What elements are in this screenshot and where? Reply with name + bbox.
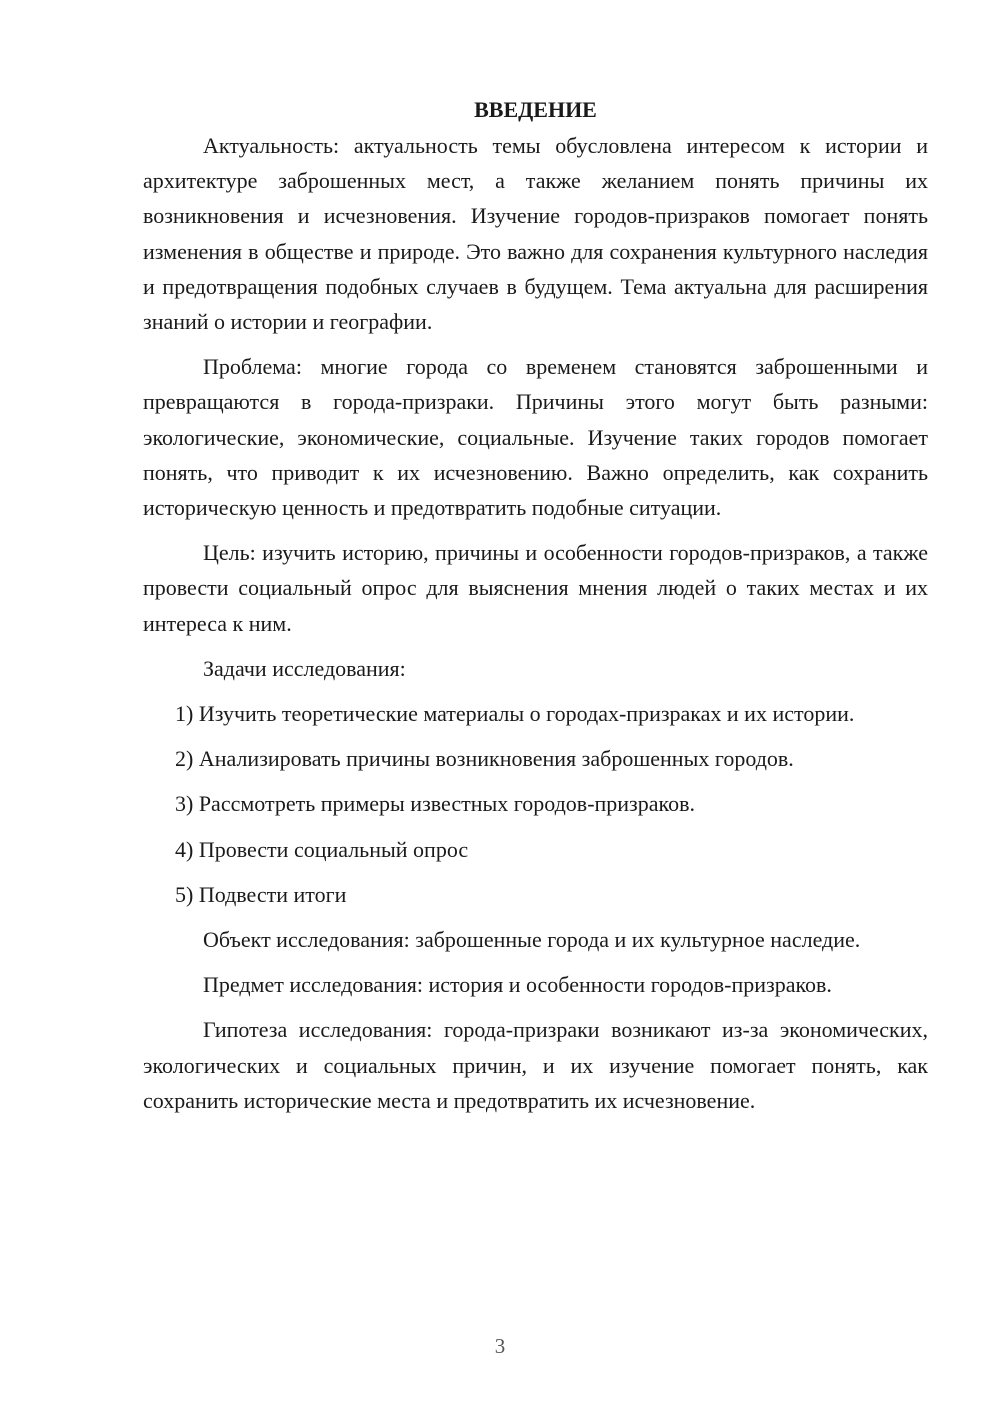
page-number: 3 [494,1334,506,1358]
task-item-1: 1) Изучить теоретические материалы о городах-призраках и их истории. [175,701,855,727]
object-paragraph: Объект исследования: заброшенные города и их культурное наследие. [203,927,861,953]
task-item-2: 2) Анализировать причины возникновения заброшенных городов. [175,746,794,772]
section-heading: ВВЕДЕНИЕ [474,97,597,122]
document-body [143,92,928,1128]
task-item-3: 3) Рассмотреть примеры известных городов-призраков. [175,791,695,817]
problem-paragraph: Проблема: многие города со временем становятся заброшенными и превращаются в города-призраки. Причины этого могут быть разными: экологические, экономические, социальные. Изучение таких городов помогает понять, что приводит к их исчезновению. Важно определить, как сохранить историческую ценность и предотвратить подобные ситуации. [143,354,928,521]
task-item-4: 4) Провести социальный опрос [175,836,469,862]
tasks-title: Задачи исследования: [203,655,406,681]
task-item-5: 5) Подвести итоги [175,881,347,907]
relevance-paragraph: Актуальность: актуальность темы обусловлена интересом к истории и архитектуре заброшенных мест, а также желанием понять причины их возникновения и исчезновения. Изучение городов-призраков помогает понять изменения в обществе и природе. Это важно для сохранения культурного наследия и предотвращения подобных случаев в будущем. Тема актуальна для расширения знаний о истории и географии. [143,133,928,335]
subject-paragraph: Предмет исследования: история и особенности городов-призраков. [203,972,832,998]
hypothesis-paragraph: Гипотеза исследования: города-призраки возникают из-за экономических, экологических и социальных причин, и их изучение помогает понять, как сохранить исторические места и предотвратить их исчезновение. [143,1017,928,1113]
goal-paragraph: Цель: изучить историю, причины и особенности городов-призраков, а также провести социальный опрос для выяснения мнения людей о таких местах и их интереса к ним. [143,540,928,636]
